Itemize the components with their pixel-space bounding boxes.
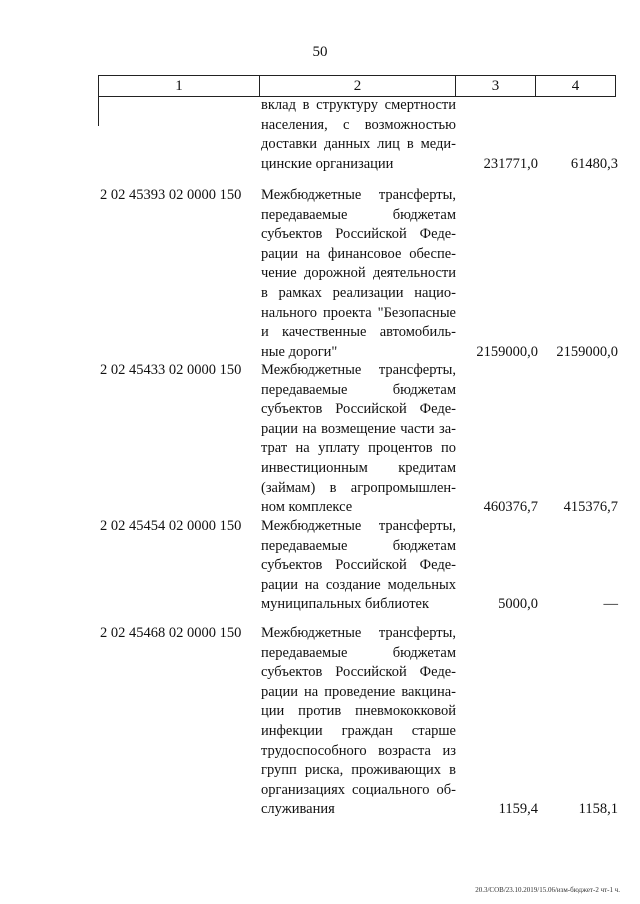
description-line: муниципальных библиотек <box>261 596 430 613</box>
column-header-3: 3 <box>456 76 536 97</box>
description <box>261 186 456 362</box>
description-line: передаваемые бюджетам <box>261 537 456 554</box>
description-line: групп риска, проживающих в <box>261 762 456 779</box>
description-line: ные дороги" <box>261 343 338 360</box>
description-line: Межбюджетные трансферты, <box>261 518 456 534</box>
column-header-table <box>98 75 616 97</box>
description-line: субъектов Российской Феде- <box>261 557 456 574</box>
column-header-4: 4 <box>536 76 616 97</box>
value-column-3: 460376,7 <box>483 499 538 516</box>
page-number: 50 <box>312 44 328 60</box>
footer-reference: 20.3/СОВ/23.10.2019/15.06/изм-бюджет-2 чт-1 ч. <box>475 886 620 894</box>
description-line: вклад в структуру смертности <box>261 97 456 113</box>
value-column-3: 2159000,0 <box>476 343 538 360</box>
description-line: инвестиционным кредитам <box>261 459 456 476</box>
description-line: трат на уплату процентов по <box>261 440 456 457</box>
description-line: субъектов Российской Феде- <box>261 226 456 243</box>
description-line: служивания <box>261 801 335 818</box>
description-line: трудоспособного возраста из <box>261 742 456 759</box>
description-line: передаваемые бюджетам <box>261 381 456 398</box>
description-line: субъектов Российской Феде- <box>261 401 456 418</box>
description <box>261 517 456 615</box>
description <box>261 361 456 518</box>
description-line: рации на проведение вакцина- <box>261 683 456 700</box>
description-line: (займам) в агропромышлен- <box>261 479 456 496</box>
description-line: ном комплексе <box>261 499 353 516</box>
budget-code: 2 02 45393 02 0000 150 <box>100 187 242 203</box>
description <box>261 96 456 174</box>
column-header-1: 1 <box>99 76 260 97</box>
description-line: Межбюджетные трансферты, <box>261 362 456 378</box>
description-line: организациях социального об- <box>261 781 456 798</box>
description-line: Межбюджетные трансферты, <box>261 625 456 641</box>
description-line: рации на создание модельных <box>261 576 456 593</box>
description-line: передаваемые бюджетам <box>261 644 456 661</box>
value-column-3: 1159,4 <box>498 801 538 818</box>
description-line: рации на возмещение части за- <box>261 420 456 437</box>
description-line: передаваемые бюджетам <box>261 206 456 223</box>
budget-code: 2 02 45454 02 0000 150 <box>100 518 242 534</box>
description-line: ции против пневмококковой <box>261 703 456 720</box>
value-column-4: 2159000,0 <box>556 343 618 360</box>
value-column-4: 415376,7 <box>563 499 618 516</box>
budget-code: 2 02 45468 02 0000 150 <box>100 625 242 641</box>
description-line: рации на финансовое обеспе- <box>261 245 456 262</box>
description-line: инфекции граждан старше <box>261 722 456 739</box>
column-header-2: 2 <box>260 76 456 97</box>
description-line: субъектов Российской Феде- <box>261 664 456 681</box>
description-line: цинские организации <box>261 155 394 172</box>
left-border-line <box>98 96 99 126</box>
value-column-3: 5000,0 <box>498 596 538 613</box>
description-line: Межбюджетные трансферты, <box>261 187 456 203</box>
value-column-4: 1158,1 <box>578 801 618 818</box>
description-line: чение дорожной деятельности <box>261 265 456 282</box>
value-column-4: 61480,3 <box>570 155 618 172</box>
description-line: в рамках реализации нацио- <box>261 284 456 301</box>
description <box>261 624 456 820</box>
description-line: населения, с возможностью <box>261 116 456 133</box>
value-column-4: — <box>603 596 618 613</box>
description-line: и качественные автомобиль- <box>261 324 456 341</box>
description-line: доставки данных лиц в меди- <box>261 136 456 153</box>
description-line: нального проекта "Безопасные <box>261 304 456 321</box>
value-column-3: 231771,0 <box>483 155 538 172</box>
budget-code: 2 02 45433 02 0000 150 <box>100 362 242 378</box>
